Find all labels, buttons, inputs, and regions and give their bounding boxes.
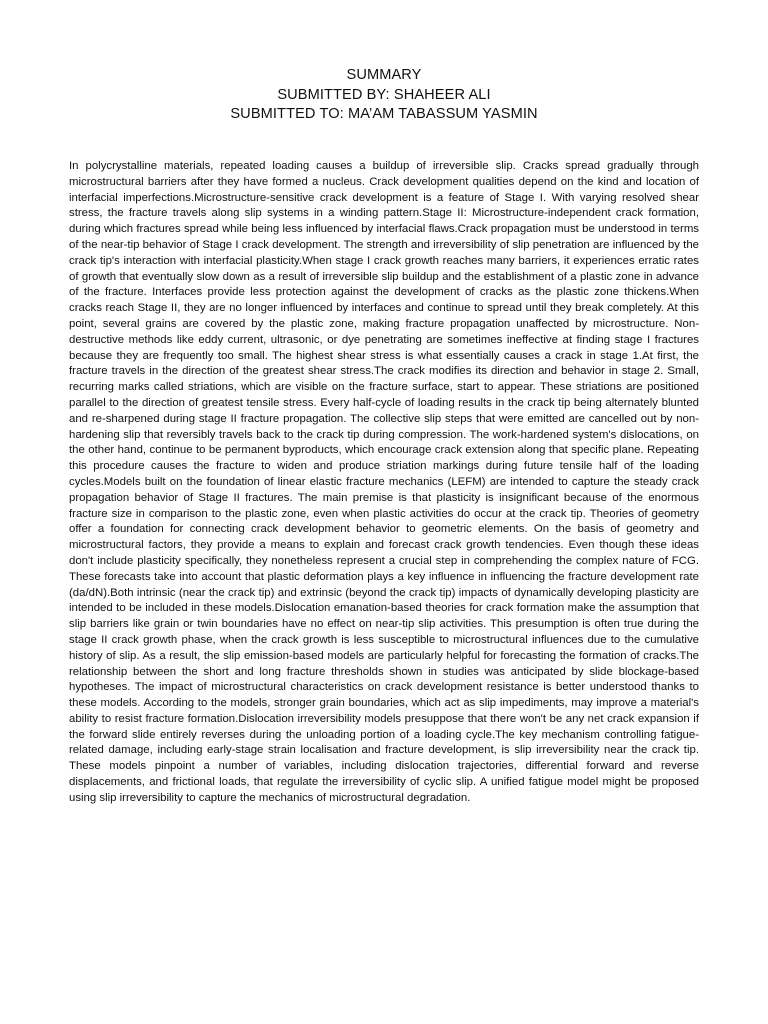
- document-title: SUMMARY: [346, 67, 422, 83]
- document-header: [0, 66, 768, 125]
- submitted-to-line: SUBMITTED TO: MA’AM TABASSUM YASMIN: [230, 106, 538, 122]
- submitted-by-line: SUBMITTED BY: SHAHEER ALI: [277, 86, 491, 103]
- summary-paragraph: In polycrystalline materials, repeated loading causes a buildup of irreversible slip. Cracks spread gradually through microstructural barriers after they have formed a nucleus. Crack development qualities depend on the kind and location of interfacial imperfections.Microstructure-sensitive crack development is a feature of Stage I. With varying resolved shear stress, the fracture travels along slip systems in a winding pattern.Stage II: Microstructure-independent crack formation, during which fractures spread while being less influenced by interfacial flaws.Crack propagation must be understood in terms of the near-tip behavior of Stage I crack development. The strength and irreversibility of slip penetration are influenced by the crack tip's interaction with interfacial plasticity.When stage I crack growth reaches many barriers, it experiences erratic rates of growth that eventually slow down as a result of irreversible slip buildup and the establishment of a plastic zone in advance of the fracture. Interfaces provide less protection against the development of cracks as the plastic zone thickens.When cracks reach Stage II, they are no longer influenced by interfaces and continue to spread until they break completely. At this point, several grains are covered by the plastic zone, making fracture propagation unaffected by microstructure. Non-destructive methods like eddy current, ultrasonic, or dye penetrating are sometimes ineffective at finding stage I fractures because they are frequently too small. The highest shear stress is what essentially causes a crack in stage 1.At first, the fracture travels in the direction of the greatest shear stress.The crack modifies its direction and behavior in stage 2. Small, recurring marks called striations, which are visible on the fracture surface, start to appear. These striations are positioned parallel to the direction of greatest tensile stress. Every half-cycle of loading results in the crack tip being alternately blunted and re-sharpened during stage II fracture propagation. The collective slip steps that were emitted are cancelled out by non-hardening slip that reversibly travels back to the crack tip during compression. The work-hardened system's dislocations, on the other hand, continue to be permanent byproducts, which encourage crack extension along that specific plane. Repeating this procedure causes the fracture to widen and produce striation markings during future tensile half of the loading cycles.Models built on the foundation of linear elastic fracture mechanics (LEFM) are intended to capture the steady crack propagation behavior of Stage II fractures. The main premise is that plasticity is insignificant because of the enormous fracture size in comparison to the plastic zone, even when plastic activities do occur at the crack tip. Theories of geometry offer a foundation for connecting crack development behavior to geometric elements. On the basis of geometry and microstructural factors, they provide a means to explain and forecast crack growth tendencies. Even though these ideas don't include plasticity specifically, they nonetheless represent a crucial step in comprehending the complex nature of FCG. These forecasts take into account that plastic deformation plays a key influence in influencing the fracture development rate (da/dN).Both intrinsic (near the crack tip) and extrinsic (beyond the crack tip) impacts of dynamically developing plasticity are intended to be included in these models.Dislocation emanation-based theories for crack formation make the assumption that slip barriers like grain or twin boundaries have no effect on near-tip slip activities. This presumption is often true during the stage II crack growth phase, when the crack growth is less susceptible to microstructural influences due to the cumulative history of slip. As a result, the slip emission-based models are particularly helpful for forecasting the formation of cracks.The relationship between the short and long fracture thresholds shown in studies was anticipated by slide blockage-based hypotheses. The impact of microstructural characteristics on crack development resistance is better understood thanks to these models. According to the models, stronger grain boundaries, which act as slip impediments, may improve a material's ability to resist fracture formation.Dislocation irreversibility models presuppose that there won't be any net crack expansion if the forward slide entirely reverses during the unloading portion of a loading cycle.The key mechanism controlling fatigue-related damage, including early-stage strain localisation and fracture development, is slip irreversibility near the crack tip. These models pinpoint a number of variables, including dislocation trajectories, differential forward and reverse displacements, and frictional loads, that regulate the irreversibility of cyclic slip. A unified fatigue model might be proposed using slip irreversibility to capture the mechanics of microstructural degradation.: [69, 160, 699, 804]
